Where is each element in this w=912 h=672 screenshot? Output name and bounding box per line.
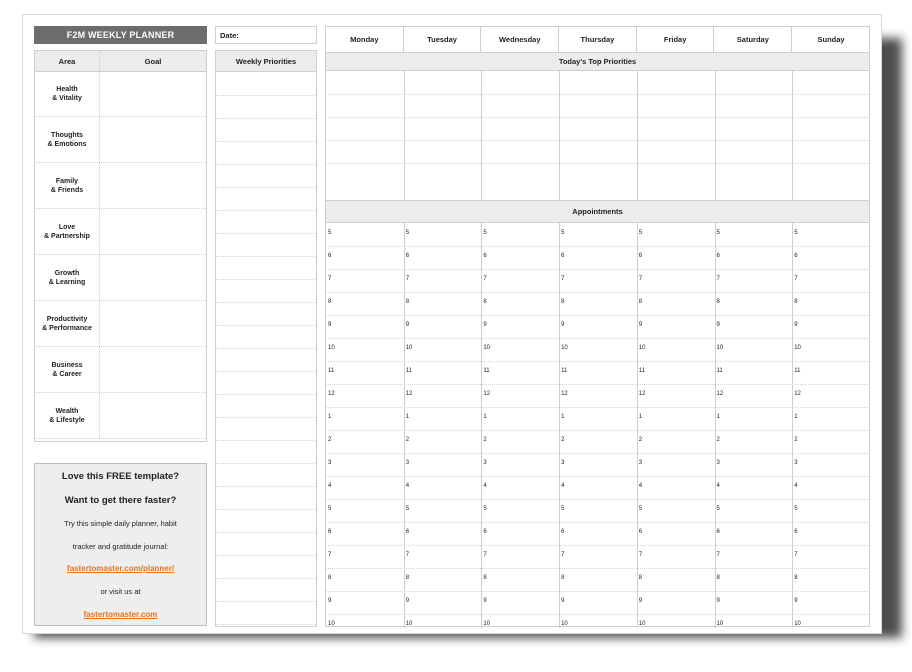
hour-label: 3 [716,460,720,466]
appointment-row-line [326,384,869,385]
hour-label: 5 [328,506,332,512]
hour-label: 1 [483,414,487,420]
hour-label: 10 [561,345,568,351]
appointment-row-line [326,568,869,569]
appointment-row-line [326,269,869,270]
hour-label: 12 [638,391,646,397]
day-header-tuesday: Tuesday [404,27,482,52]
hour-label: 7 [638,276,643,282]
hour-label: 8 [405,575,410,581]
hour-label: 1 [561,414,565,420]
goal-row [35,117,206,163]
hour-label: 8 [483,575,487,581]
hour-label: 12 [716,391,724,397]
hour-label: 12 [328,391,335,397]
hour-label: 4 [794,483,798,489]
hour-label: 4 [716,483,720,489]
priority-line[interactable] [216,601,316,602]
column-divider [637,71,638,200]
appointment-row-line [326,614,869,615]
day-header-friday: Friday [637,27,715,52]
hour-label: 10 [483,621,491,627]
hour-label: 6 [561,529,565,535]
hour-label: 9 [638,598,643,604]
area-label: Growth & Learning [35,255,100,300]
priority-line[interactable] [216,279,316,280]
hour-label: 3 [405,460,410,466]
hour-label: 9 [716,598,720,604]
hour-label: 1 [716,414,720,420]
goal-row [35,255,206,301]
hour-label: 10 [794,621,801,627]
promo-text-2: tracker and gratitude journal: [72,542,169,551]
goal-row [35,71,206,117]
hour-label: 5 [483,506,487,512]
hour-label: 12 [561,391,568,397]
hour-label: 6 [638,253,643,259]
priority-line[interactable] [216,210,316,211]
hour-label: 5 [794,506,798,512]
hour-label: 1 [405,414,410,420]
priority-line[interactable] [216,302,316,303]
goal-cell[interactable] [100,117,206,162]
hour-label: 6 [794,253,798,259]
hour-label: 9 [328,598,332,604]
hour-label: 2 [561,437,565,443]
goal-table-header [35,51,206,72]
hour-label: 11 [483,368,490,374]
goal-cell[interactable] [100,163,206,208]
goal-row [35,209,206,255]
goal-header: Goal [144,56,162,66]
hour-label: 8 [405,299,410,305]
hour-label: 8 [716,299,720,305]
priority-line[interactable] [216,233,316,234]
priority-line[interactable] [216,164,316,165]
day-header-thursday: Thursday [559,27,637,52]
hour-label: 4 [561,483,565,489]
priority-line[interactable] [216,325,316,326]
hour-label: 1 [328,414,332,420]
appointment-row-line [326,476,869,477]
hour-label: 2 [638,437,643,443]
hour-label: 11 [638,368,646,374]
hour-label: 11 [328,368,335,374]
hour-label: 7 [483,276,487,282]
hour-label: 8 [561,299,565,305]
hour-label: 4 [405,483,410,489]
hour-label: 10 [638,621,646,627]
hour-label: 7 [794,276,798,282]
priority-line[interactable] [216,509,316,510]
hour-label: 8 [328,299,332,305]
goal-row [35,301,206,347]
appointment-row-line [326,361,869,362]
hour-label: 6 [794,529,798,535]
priority-line[interactable] [216,141,316,142]
area-label: Thoughts & Emotions [35,117,100,162]
hour-label: 8 [328,575,332,581]
hour-label: 10 [561,621,568,627]
priority-line[interactable] [216,394,316,395]
promo-box [34,463,207,626]
goal-cell[interactable] [100,301,206,346]
date-field[interactable]: Date: [215,26,317,44]
priority-line[interactable] [216,348,316,349]
priority-line[interactable] [216,578,316,579]
hour-label: 7 [405,552,410,558]
appointment-row-line [326,292,869,293]
hour-label: 10 [483,345,491,351]
area-label: Health & Vitality [35,71,100,116]
area-label: Business & Career [35,347,100,392]
hour-label: 5 [328,230,332,236]
appointment-row-line [326,407,869,408]
hour-label: 1 [638,414,643,420]
hour-label: 8 [638,575,643,581]
hour-label: 7 [328,552,332,558]
hour-label: 9 [794,598,798,604]
area-label: Wealth & Lifestyle [35,393,100,438]
hour-label: 7 [405,276,410,282]
priority-line[interactable] [216,95,316,96]
hour-label: 9 [405,322,410,328]
hour-label: 9 [328,322,332,328]
priority-line[interactable] [216,624,316,625]
hour-label: 8 [716,575,720,581]
priority-line[interactable] [216,486,316,487]
hour-label: 5 [483,230,487,236]
day-header-wednesday: Wednesday [481,27,559,52]
appointment-row-line [326,338,869,339]
hour-label: 11 [405,368,412,374]
hour-label: 10 [328,621,335,627]
hour-label: 7 [328,276,332,282]
planner-page [22,14,882,634]
hour-label: 2 [405,437,410,443]
priority-line[interactable] [216,118,316,119]
hour-label: 1 [794,414,798,420]
hour-label: 10 [716,621,724,627]
priority-line[interactable] [216,417,316,418]
goal-cell[interactable] [100,71,206,116]
hour-label: 6 [638,529,643,535]
promo-headline: Love this FREE template? [61,471,180,482]
hour-label: 7 [716,552,720,558]
day-header-saturday: Saturday [715,27,793,52]
goal-row [35,163,206,209]
goal-row [35,347,206,393]
hour-label: 5 [405,506,410,512]
goal-cell[interactable] [100,347,206,392]
hour-label: 8 [561,575,565,581]
priority-row-line [326,117,869,118]
website-link[interactable]: fastertomaster.com [83,610,158,619]
hour-label: 3 [328,460,332,466]
hour-label: 12 [794,391,801,397]
appointment-row-line [326,315,869,316]
hour-label: 12 [483,391,491,397]
hour-label: 5 [405,230,410,236]
hour-label: 10 [638,345,646,351]
appointment-row-line [326,453,869,454]
hour-label: 7 [561,276,565,282]
hour-label: 2 [328,437,332,443]
hour-label: 11 [561,368,568,374]
column-divider [559,71,560,200]
hour-label: 8 [794,299,798,305]
hour-label: 7 [716,276,720,282]
hour-label: 7 [561,552,565,558]
appointment-row-line [326,522,869,523]
priority-row-line [326,163,869,164]
column-divider [481,71,482,200]
hour-label: 8 [483,299,487,305]
goal-table [34,50,207,442]
weekly-priorities-header: Weekly Priorities [216,51,316,72]
hour-label: 2 [716,437,720,443]
hour-label: 2 [483,437,487,443]
hour-label: 7 [483,552,487,558]
hour-label: 5 [561,230,565,236]
hour-label: 10 [794,345,801,351]
hour-label: 7 [794,552,798,558]
hour-label: 9 [561,322,565,328]
hour-label: 9 [561,598,565,604]
priority-line[interactable] [216,532,316,533]
hour-label: 9 [483,322,487,328]
priority-line[interactable] [216,440,316,441]
column-divider [715,71,716,200]
hour-label: 6 [483,529,487,535]
hour-label: 9 [638,322,643,328]
appointment-row-line [326,499,869,500]
hour-label: 11 [716,368,723,374]
promo-text-3: or visit us at [100,587,141,596]
hour-label: 7 [638,552,643,558]
hour-label: 6 [405,529,410,535]
appointments-header: Appointments [326,200,869,223]
area-label: Love & Partnership [35,209,100,254]
hour-label: 5 [561,506,565,512]
planner-link[interactable]: fastertomaster.com/planner/ [66,564,175,573]
week-grid [325,26,870,627]
hour-label: 8 [794,575,798,581]
goal-cell[interactable] [100,255,206,300]
priority-row-line [326,140,869,141]
hour-label: 5 [794,230,798,236]
hour-label: 4 [638,483,643,489]
priority-row-line [326,94,869,95]
hour-label: 10 [405,621,413,627]
hour-label: 3 [561,460,565,466]
appointment-row-line [326,246,869,247]
hour-label: 6 [561,253,565,259]
hour-label: 5 [638,230,643,236]
hour-label: 6 [328,253,332,259]
hour-label: 6 [405,253,410,259]
weekly-priorities-box [215,50,317,627]
hour-label: 6 [483,253,487,259]
priority-line[interactable] [216,187,316,188]
hour-label: 5 [716,230,720,236]
hour-label: 9 [483,598,487,604]
hour-label: 6 [716,529,720,535]
top-priorities-header: Today's Top Priorities [326,52,869,71]
hour-label: 4 [328,483,332,489]
hour-label: 11 [794,368,801,374]
appointment-row-line [326,591,869,592]
day-header-monday: Monday [326,27,404,52]
column-divider [792,71,793,200]
hour-label: 3 [794,460,798,466]
hour-label: 5 [716,506,720,512]
hour-label: 3 [483,460,487,466]
promo-subheadline: Want to get there faster? [64,495,177,506]
hour-label: 9 [794,322,798,328]
goal-cell[interactable] [100,209,206,254]
hour-label: 10 [328,345,335,351]
goal-cell[interactable] [100,393,206,438]
hour-label: 8 [638,299,643,305]
hour-label: 10 [405,345,413,351]
goal-row [35,393,206,439]
hour-label: 3 [638,460,643,466]
hour-label: 9 [716,322,720,328]
appointment-row-line [326,545,869,546]
hour-label: 12 [405,391,413,397]
promo-text-1: Try this simple daily planner, habit [64,519,177,528]
hour-label: 4 [483,483,487,489]
hour-label: 9 [405,598,410,604]
day-header-sunday: Sunday [817,35,845,44]
priority-line[interactable] [216,256,316,257]
hour-label: 6 [716,253,720,259]
hour-label: 5 [638,506,643,512]
appointment-row-line [326,430,869,431]
area-header: Area [35,51,100,71]
hour-label: 6 [328,529,332,535]
hour-label: 10 [716,345,724,351]
column-divider [404,71,405,200]
priority-line[interactable] [216,463,316,464]
hour-label: 2 [794,437,798,443]
priority-line[interactable] [216,555,316,556]
priority-line[interactable] [216,371,316,372]
area-label: Family & Friends [35,163,100,208]
area-label: Productivity & Performance [35,301,100,346]
planner-title: F2M WEEKLY PLANNER [34,26,207,44]
